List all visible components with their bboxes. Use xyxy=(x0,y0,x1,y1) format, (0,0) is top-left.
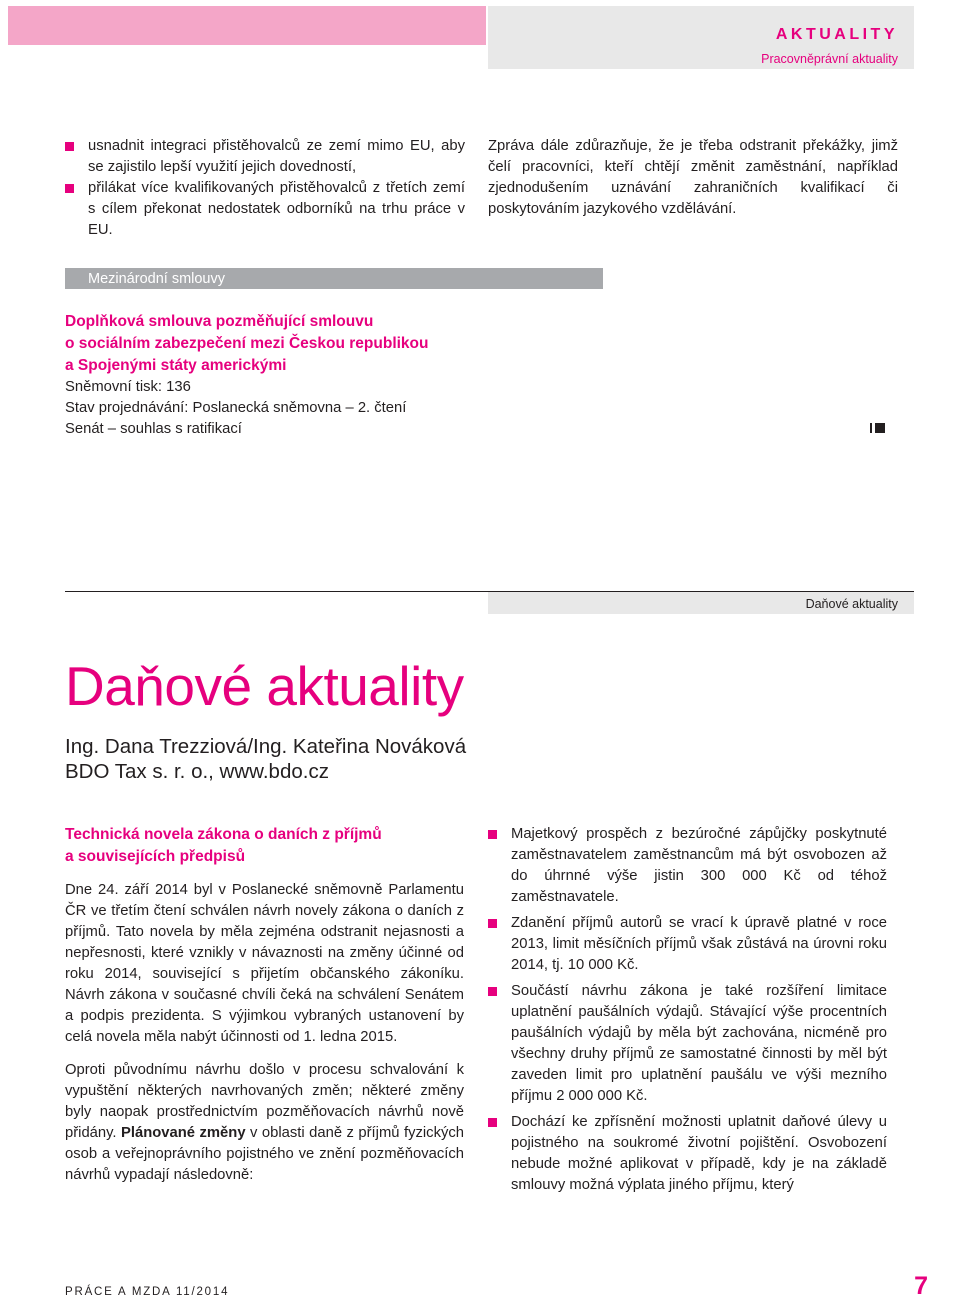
bullet-square-icon xyxy=(488,1118,497,1127)
emphasis-text: Plánované změny xyxy=(121,1125,246,1141)
author-company: BDO Tax s. r. o., www.bdo.cz xyxy=(65,760,329,783)
list-item: usnadnit integraci přistěhovalců ze zemí mimo EU, aby se zajistilo lepší využití jejich dovedností, xyxy=(65,136,465,178)
treaty-heading-line: a Spojenými státy americkými xyxy=(65,357,287,374)
treaty-block xyxy=(65,311,585,440)
bullet-square-icon xyxy=(488,830,497,839)
list-item: Majetkový prospěch z bezúročné zápůjčky poskytnuté zaměstnavatelem zaměstnancům má být osvobozen až do úhrnné výše jistin 300 000 Kč od téhož zaměstnavatele. xyxy=(488,824,887,908)
list-item: Zdanění příjmů autorů se vrací k úpravě platné v roce 2013, limit měsíčních příjmů však zůstává na úrovni roku 2014, tj. 10 000 Kč. xyxy=(488,913,887,976)
article-paragraph: Oproti původnímu návrhu došlo v procesu schvalování k vypuštění některých navrhovaných změn; některé změny byly naopak prostřednictvím pozměňovacích návrhů nově přidány. Plánované změny v oblasti daně z příjmů fyzických osob a veřejnoprávního pojistného ve znění pozměňovacích návrhů vypadají následovně: xyxy=(65,1062,464,1183)
treaty-detail: Senát – souhlas s ratifikací xyxy=(65,421,242,437)
section-bar-label: Mezinárodní smlouvy xyxy=(88,271,225,287)
article-right-bullet-list xyxy=(488,824,887,1196)
article-paragraph: Dne 24. září 2014 byl v Poslanecké sněmovně Parlamentu ČR ve třetím čtení schválen návrh novely zákona o daních z příjmů. Tato novela by měla zejména odstranit nejasnosti a nepřesnosti, které vznikly v návaznosti na změny účinné od roku 2014, související s přijetím občanského zákoníku. Návrh zákona v současné chvíli čeká na schválení Senátem a podpis prezidenta. S výjimkou vybraných ustanovení by celá novela měla nabýt účinnosti od 1. ledna 2015. xyxy=(65,882,464,1045)
treaty-heading-line: Doplňková smlouva pozměňující smlouvu xyxy=(65,313,374,330)
top-left-bullet-list xyxy=(65,136,465,241)
page-title: Daňové aktuality xyxy=(65,655,464,717)
authors xyxy=(65,734,466,784)
bullet-square-icon xyxy=(65,142,74,151)
treaty-detail: Sněmovní tisk: 136 xyxy=(65,379,191,395)
author-names: Ing. Dana Trezziová/Ing. Kateřina Nováková xyxy=(65,735,467,758)
treaty-detail: Stav projednávání: Poslanecká sněmovna – 2. čtení xyxy=(65,400,407,416)
treaty-heading-line: o sociálním zabezpečení mezi Českou republikou xyxy=(65,335,429,352)
header-pink-band xyxy=(8,6,486,45)
article-heading: Technická novela zákona o daních z příjmů xyxy=(65,826,382,843)
section-title: AKTUALITY xyxy=(775,26,898,43)
list-item: Dochází ke zpřísnění možnosti uplatnit daňové úlevy u pojistného na soukromé životní pojištění. Osvobození nebude možné aplikovat v případě, kdy je na základě smlouvy možná výplata jiného příjmu, který xyxy=(488,1112,887,1196)
list-item: přilákat více kvalifikovaných přistěhovalců z třetích zemí s cílem překonat nedostatek odborníků na trhu práce v EU. xyxy=(65,178,465,241)
article-heading: a souvisejících předpisů xyxy=(65,848,246,865)
list-item: Součástí návrhu zákona je také rozšíření limitace uplatnění paušálních výdajů. Stávající výše procentních paušálních výdajů by měla být zachována, nicméně pro všechny druhy příjmů ze samostatné činnosti by měl být zaveden limit pro uplatnění paušálu ve výši mezního příjmu 2 000 000 Kč. xyxy=(488,981,887,1107)
footer-journal: PRÁCE A MZDA 11/2014 xyxy=(65,1286,230,1298)
end-of-article-mark-icon xyxy=(870,423,885,433)
bullet-square-icon xyxy=(65,184,74,193)
top-right-paragraph: Zpráva dále zdůrazňuje, že je třeba odstranit překážky, jimž čelí pracovníci, kteří chtějí změnit zaměstnání, například zjednodušením uznávání zahraničních kvalifikací či poskytováním jazykového vzdělávání. xyxy=(488,138,898,217)
article-left-column xyxy=(65,824,464,1186)
bullet-square-icon xyxy=(488,987,497,996)
tax-section-label: Daňové aktuality xyxy=(805,597,898,611)
section-subtitle: Pracovněprávní aktuality xyxy=(761,52,898,66)
page-number: 7 xyxy=(914,1272,928,1300)
bullet-square-icon xyxy=(488,919,497,928)
